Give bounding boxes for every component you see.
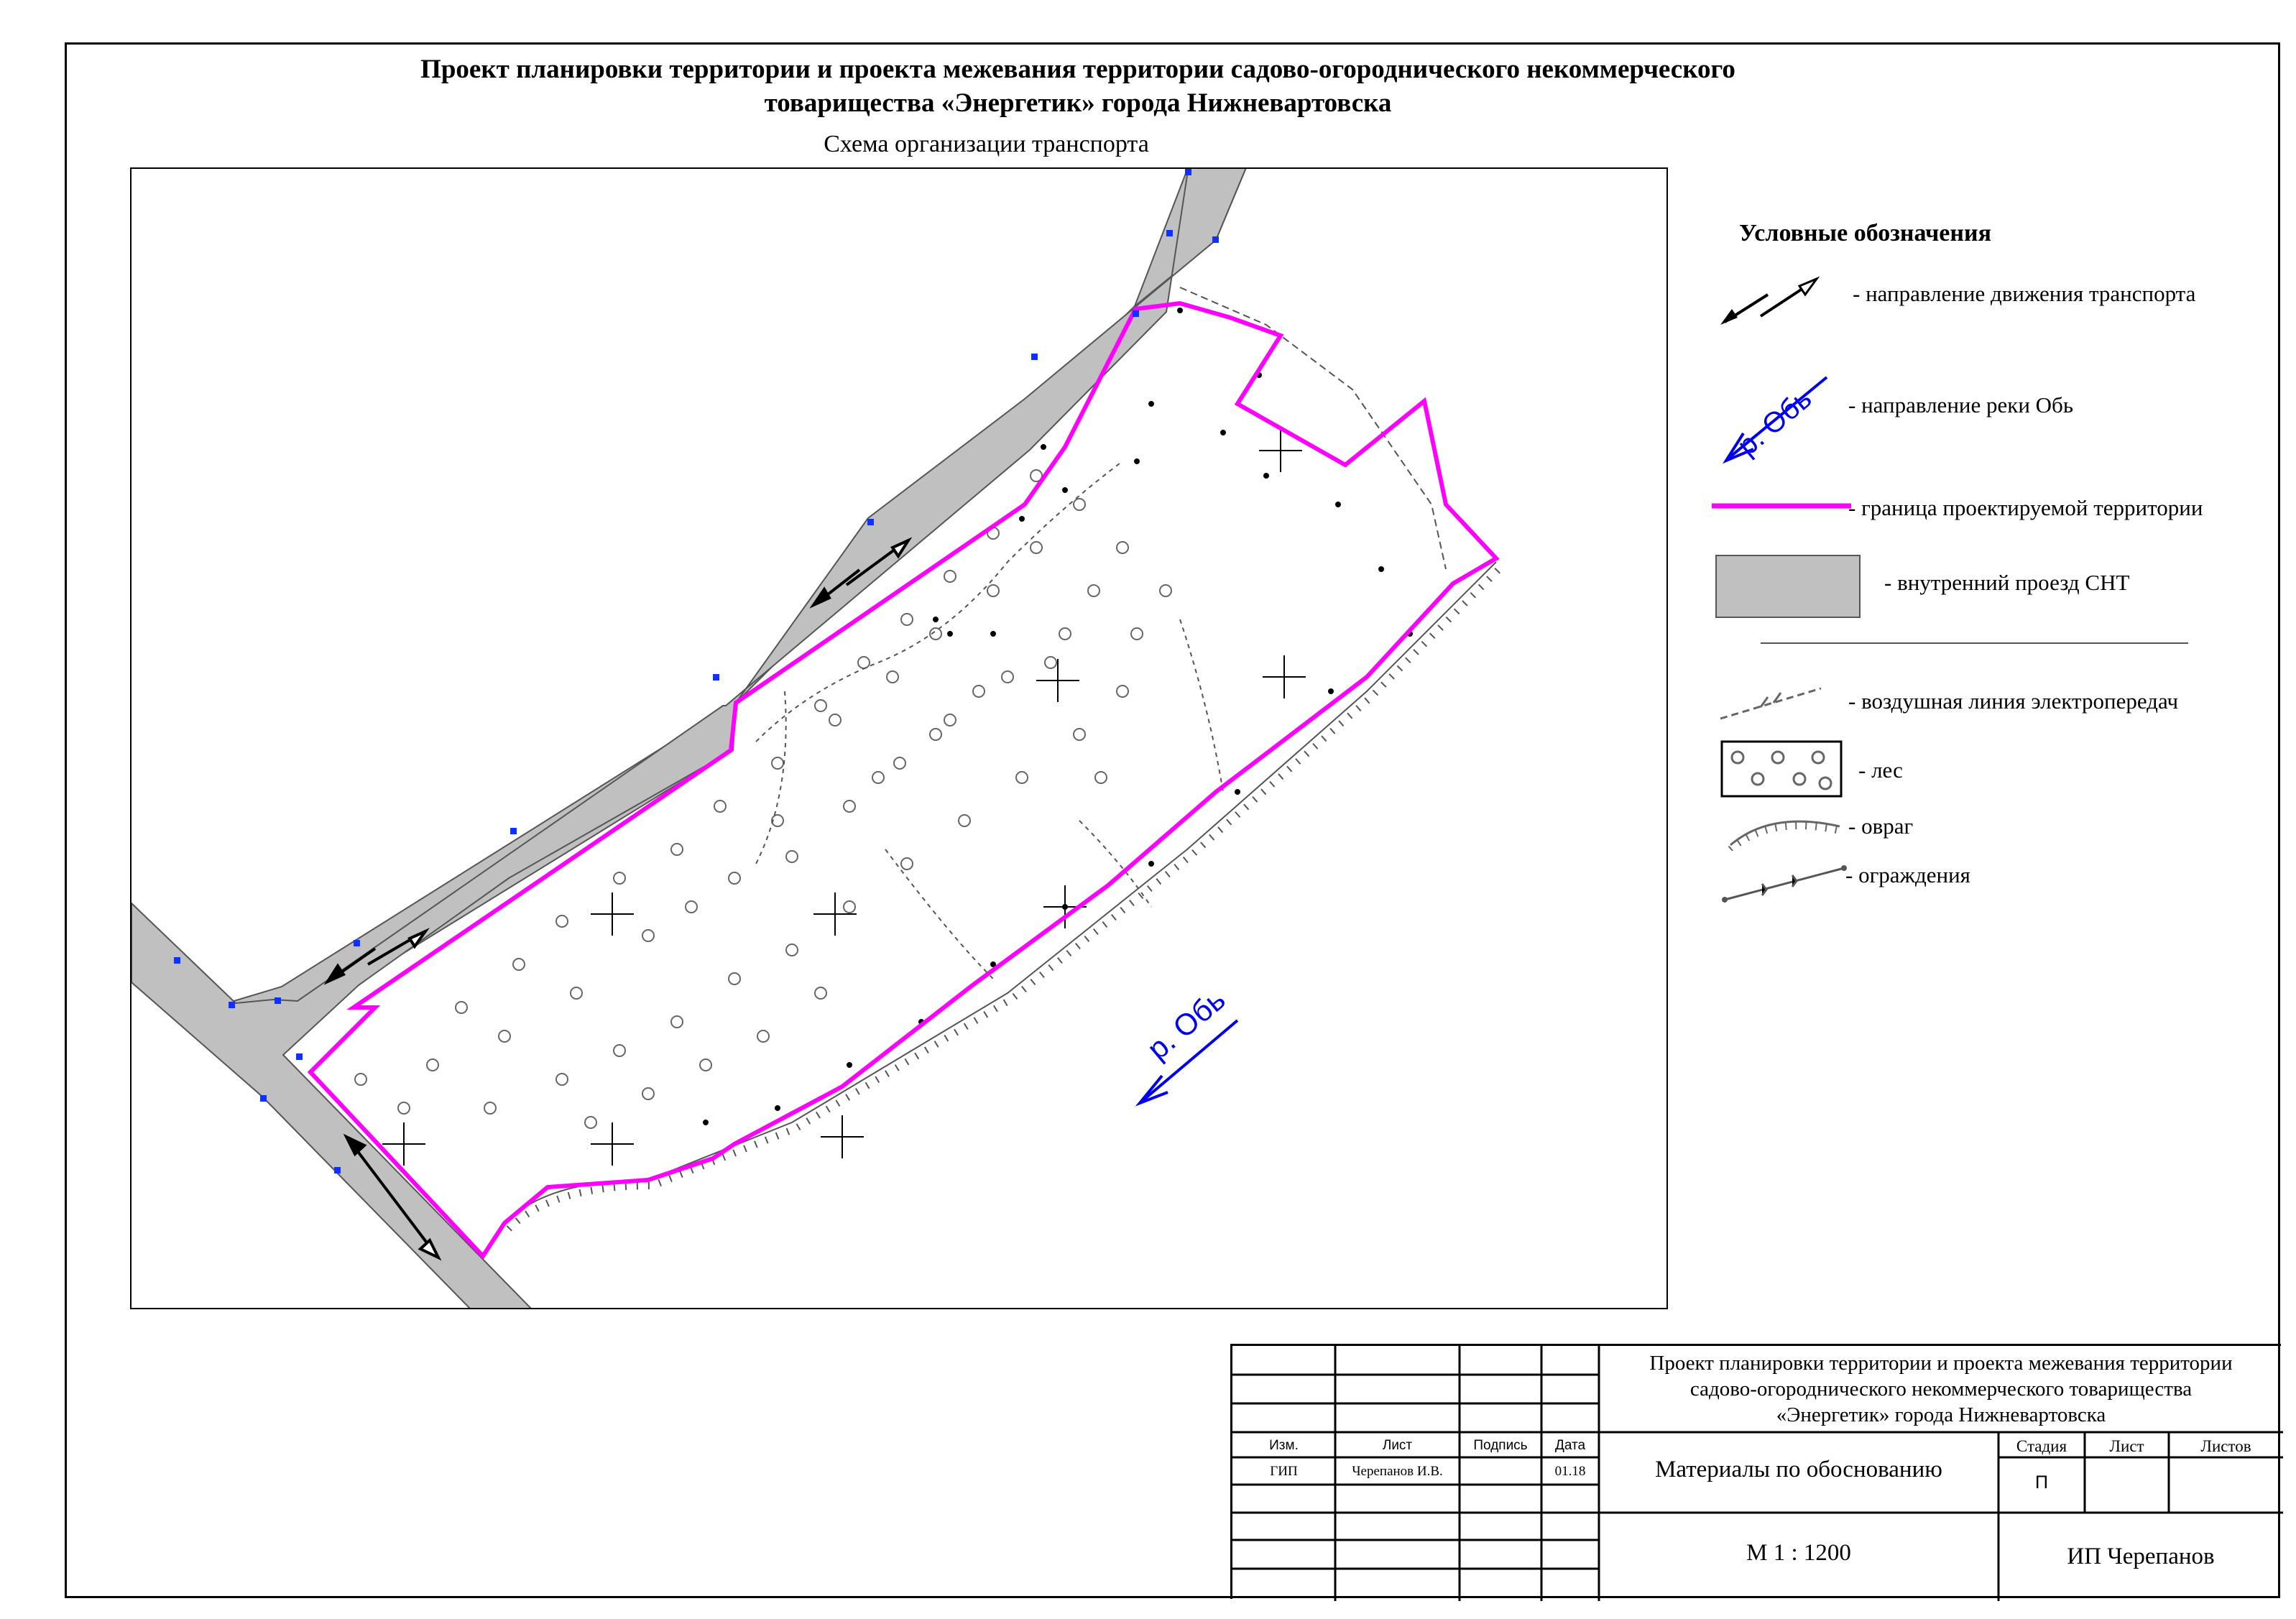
power-line-icon <box>1718 683 1825 726</box>
project-name-line-2: садово-огороднического некоммерческого товарищества <box>1689 1378 2193 1401</box>
header-data: Дата <box>1554 1438 1586 1453</box>
stage-value: П <box>2035 1472 2048 1493</box>
title-line-2: товарищества «Энергетик» города Нижневартовска <box>764 88 1392 118</box>
row-name: Черепанов И.В. <box>1352 1464 1443 1479</box>
legend-label-road: - внутренний проезд СНТ <box>1884 570 2130 595</box>
ravine-icon <box>1728 808 1843 851</box>
legend-label-ravine: - овраг <box>1848 813 1914 839</box>
ravine-hachures <box>509 568 1500 1229</box>
header-izm: Изм. <box>1269 1438 1299 1453</box>
title-line-1: Проект планировки территории и проекта межевания территории садово-огороднического некоммерческого <box>420 55 1735 84</box>
header-sheets: Листов <box>2200 1437 2251 1455</box>
forest-boundary-dashed <box>756 461 1223 979</box>
document-name: Материалы по обоснованию <box>1655 1457 1942 1482</box>
site-map <box>132 169 1668 1309</box>
traffic-arrows <box>328 540 908 1258</box>
road-vertices <box>174 169 1219 1173</box>
river-direction-arrow-icon <box>1718 370 1840 463</box>
scale-label: М 1 : 1200 <box>1746 1540 1851 1566</box>
legend-label-power: - воздушная линия электропередач <box>1848 688 2179 714</box>
header-list: Лист <box>1382 1438 1413 1453</box>
legend-label-fence: - ограждения <box>1845 862 1970 887</box>
row-date: 01.18 <box>1554 1464 1586 1479</box>
ravine-line <box>504 562 1496 1223</box>
internal-road-swatch-icon <box>1715 555 1861 618</box>
header-stage: Стадия <box>2016 1437 2067 1455</box>
project-name <box>1599 1350 2283 1428</box>
row-role: ГИП <box>1270 1464 1298 1479</box>
header-sheet: Лист <box>2109 1437 2144 1455</box>
map-area <box>130 167 1668 1309</box>
legend-divider <box>1761 642 2188 644</box>
fence-icon <box>1720 862 1850 905</box>
boundary-line-icon <box>1710 499 1854 513</box>
project-name-line-1: Проект планировки территории и проекта межевания территории <box>1649 1352 2233 1375</box>
title-block <box>1230 1344 2281 1599</box>
survey-points <box>703 308 1413 1125</box>
map-subtitle: Схема организации транспорта <box>824 131 1149 157</box>
forest-trees <box>355 470 1171 1128</box>
header-podpis: Подпись <box>1473 1438 1528 1453</box>
organization-name: ИП Черепанов <box>2067 1544 2215 1569</box>
internal-road <box>132 169 1247 1309</box>
legend-label-boundary: - граница проектируемой территории <box>1848 495 2203 520</box>
traffic-direction-arrows-icon <box>1718 273 1825 331</box>
legend-label-forest: - лес <box>1858 757 1903 783</box>
river-label: р. Обь <box>1140 982 1232 1066</box>
power-line <box>1180 287 1446 569</box>
legend-label-traffic: - направление движения транспорта <box>1853 281 2196 306</box>
project-name-line-3: «Энергетик» города Нижневартовска <box>1776 1403 2106 1426</box>
legend-river-label: р. Обь <box>1731 382 1818 462</box>
legend-title: Условные обозначения <box>1739 220 1991 246</box>
legend-label-river: - направление реки Обь <box>1848 392 2073 418</box>
forest-icon <box>1720 740 1844 799</box>
river-arrow <box>1140 982 1237 1103</box>
